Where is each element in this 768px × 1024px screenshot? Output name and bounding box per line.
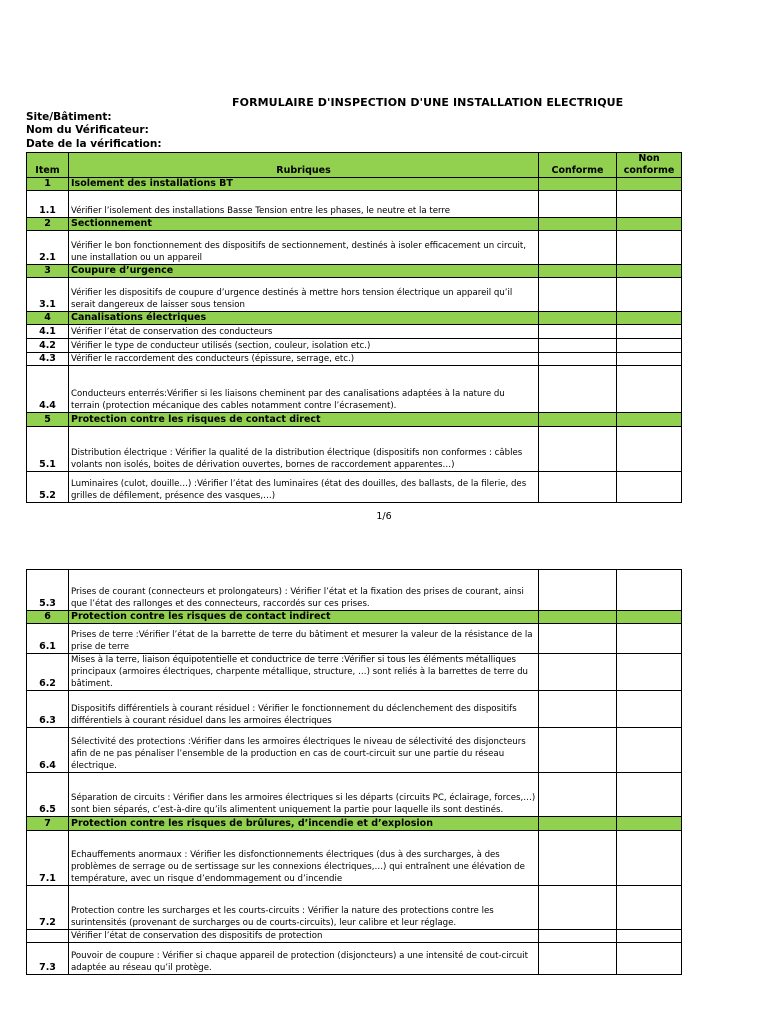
conforme-cell[interactable] — [539, 691, 617, 728]
rubrique-text: Vérifier le type de conducteur utilisés (section, couleur, isolation etc.) — [69, 339, 539, 353]
conforme-cell[interactable] — [539, 773, 617, 817]
conforme-cell[interactable] — [539, 943, 617, 975]
rubrique-text: Prises de terre :Vérifier l’état de la barrette de terre du bâtiment et mesurer la valeur de la résistance de la prise de terre — [69, 624, 539, 654]
rubrique-text: Vérifier l’isolement des installations Basse Tension entre les phases, le neutre et la terre — [69, 191, 539, 218]
conforme-cell[interactable] — [539, 427, 617, 472]
conforme-cell[interactable] — [539, 325, 617, 339]
item-number: 2.1 — [27, 231, 69, 265]
conforme-cell[interactable] — [539, 654, 617, 691]
section-row — [27, 218, 682, 231]
non-conforme-cell[interactable] — [617, 278, 682, 312]
section-title: Sectionnement — [69, 218, 539, 231]
conforme-cell — [539, 611, 617, 624]
column-header-non-conforme: Non conforme — [617, 153, 682, 178]
conforme-cell — [539, 178, 617, 191]
non-conforme-cell[interactable] — [617, 831, 682, 886]
non-conforme-cell[interactable] — [617, 624, 682, 654]
item-number: 6.2 — [27, 654, 69, 691]
verifier-label: Nom du Vérificateur: — [26, 124, 149, 136]
rubrique-text: Conducteurs enterrés:Vérifier si les liaisons cheminent par des canalisations adaptées à la nature du terrain (protection mécanique des cables notamment contre l’écrasement). — [69, 366, 539, 413]
conforme-cell — [539, 218, 617, 231]
table-row — [27, 427, 682, 472]
item-number: 4.3 — [27, 353, 69, 366]
non-conforme-cell[interactable] — [617, 339, 682, 353]
section-row — [27, 413, 682, 427]
conforme-cell[interactable] — [539, 886, 617, 930]
item-number: 3 — [27, 265, 69, 278]
non-conforme-cell[interactable] — [617, 472, 682, 503]
item-number: 4.1 — [27, 325, 69, 339]
table-row — [27, 339, 682, 353]
rubrique-text: Distribution électrique : Vérifier la qualité de la distribution électrique (dispositifs non conformes : câbles volants non isolés, boites de dérivation ouvertes, bornes de raccordement apparentes…) — [69, 427, 539, 472]
non-conforme-cell[interactable] — [617, 353, 682, 366]
non-conforme-cell — [617, 413, 682, 427]
conforme-cell[interactable] — [539, 339, 617, 353]
item-number: 4 — [27, 312, 69, 325]
section-row — [27, 312, 682, 325]
table-row — [27, 654, 682, 691]
non-conforme-cell[interactable] — [617, 728, 682, 773]
rubrique-text: Prises de courant (connecteurs et prolongateurs) : Vérifier l’état et la fixation des prises de courant, ainsi que l’état des rallonges et des connecteurs, raccordés sur ces prises. — [69, 570, 539, 611]
item-number: 7.1 — [27, 831, 69, 886]
rubrique-text: Dispositifs différentiels à courant résiduel : Vérifier le fonctionnement du déclenchement des dispositifs différentiels à courant résiduel dans les armoires électriques — [69, 691, 539, 728]
non-conforme-cell[interactable] — [617, 231, 682, 265]
table-header-row — [27, 153, 682, 178]
rubrique-text: Echauffements anormaux : Vérifier les disfonctionnements électriques (dus à des surcharges, à des problèmes de serrage ou de sertissage sur les connexions électriques,…) qui entraînent une élévation de température, avec un risque d’endommagement ou d’incendie — [69, 831, 539, 886]
item-number: 5.3 — [27, 570, 69, 611]
conforme-cell[interactable] — [539, 728, 617, 773]
conforme-cell — [539, 413, 617, 427]
item-number: 4.4 — [27, 366, 69, 413]
item-number: 7.3 — [27, 943, 69, 975]
table-row — [27, 366, 682, 413]
form-title: FORMULAIRE D'INSPECTION D'UNE INSTALLATION ELECTRIQUE — [232, 96, 624, 109]
non-conforme-cell[interactable] — [617, 773, 682, 817]
rubrique-text: Mises à la terre, liaison équipotentielle et conductrice de terre :Vérifier si tous les éléments métalliques principaux (armoires électriques, charpente métallique, structure, …) sont reliés à la barrettes de terre du bâtiment. — [69, 654, 539, 691]
table-row — [27, 930, 682, 943]
table-row — [27, 231, 682, 265]
item-number: 6.1 — [27, 624, 69, 654]
rubrique-text: Protection contre les surcharges et les courts-circuits : Vérifier la nature des protections contre les surintensités (provenant de surcharges ou de courts-circuits), leur calibre et leur réglage. — [69, 886, 539, 930]
non-conforme-cell — [617, 265, 682, 278]
conforme-cell[interactable] — [539, 353, 617, 366]
table-row — [27, 773, 682, 817]
item-number: 2 — [27, 218, 69, 231]
section-title: Canalisations électriques — [69, 312, 539, 325]
item-number — [27, 930, 69, 943]
conforme-cell — [539, 312, 617, 325]
page-number: 1/6 — [376, 511, 392, 522]
rubrique-text: Vérifier les dispositifs de coupure d’urgence destinés à mettre hors tension électrique un appareil qu’il serait dangereux de laisser sous tension — [69, 278, 539, 312]
conforme-cell[interactable] — [539, 278, 617, 312]
conforme-cell[interactable] — [539, 191, 617, 218]
non-conforme-cell — [617, 817, 682, 831]
item-number: 6.5 — [27, 773, 69, 817]
table-row — [27, 570, 682, 611]
item-number: 6 — [27, 611, 69, 624]
item-number: 1 — [27, 178, 69, 191]
non-conforme-cell[interactable] — [617, 943, 682, 975]
table-row — [27, 943, 682, 975]
item-number: 6.3 — [27, 691, 69, 728]
section-row — [27, 178, 682, 191]
table-row — [27, 831, 682, 886]
conforme-cell[interactable] — [539, 366, 617, 413]
item-number: 7 — [27, 817, 69, 831]
non-conforme-cell — [617, 218, 682, 231]
date-label: Date de la vérification: — [26, 138, 162, 150]
conforme-cell[interactable] — [539, 472, 617, 503]
item-number: 5.1 — [27, 427, 69, 472]
rubrique-text: Vérifier le raccordement des conducteurs (épissure, serrage, etc.) — [69, 353, 539, 366]
section-title: Protection contre les risques de brûlures, d’incendie et d’explosion — [69, 817, 539, 831]
non-conforme-cell — [617, 178, 682, 191]
non-conforme-cell — [617, 312, 682, 325]
non-conforme-cell[interactable] — [617, 191, 682, 218]
table-row — [27, 886, 682, 930]
conforme-cell[interactable] — [539, 930, 617, 943]
inspection-table-page-1 — [26, 152, 682, 503]
conforme-cell — [539, 817, 617, 831]
conforme-cell[interactable] — [539, 231, 617, 265]
section-row — [27, 611, 682, 624]
table-row — [27, 691, 682, 728]
section-title: Protection contre les risques de contact direct — [69, 413, 539, 427]
section-row — [27, 265, 682, 278]
section-title: Coupure d’urgence — [69, 265, 539, 278]
item-number: 3.1 — [27, 278, 69, 312]
rubrique-text: Pouvoir de coupure : Vérifier si chaque appareil de protection (disjoncteurs) a une intensité de cout-circuit adaptée au réseau qu’il protège. — [69, 943, 539, 975]
rubrique-text: Vérifier le bon fonctionnement des dispositifs de sectionnement, destinés à isoler efficacement un circuit, une installation ou un appareil — [69, 231, 539, 265]
non-conforme-cell[interactable] — [617, 570, 682, 611]
section-row — [27, 817, 682, 831]
table-row — [27, 353, 682, 366]
rubrique-text: Vérifier l’état de conservation des conducteurs — [69, 325, 539, 339]
conforme-cell[interactable] — [539, 624, 617, 654]
table-row — [27, 472, 682, 503]
item-number: 5.2 — [27, 472, 69, 503]
non-conforme-cell[interactable] — [617, 691, 682, 728]
inspection-table-page-2 — [26, 569, 682, 975]
conforme-cell — [539, 265, 617, 278]
table-row — [27, 278, 682, 312]
table-row — [27, 624, 682, 654]
non-conforme-cell[interactable] — [617, 427, 682, 472]
non-conforme-cell[interactable] — [617, 886, 682, 930]
section-title: Isolement des installations BT — [69, 178, 539, 191]
conforme-cell[interactable] — [539, 570, 617, 611]
item-number: 6.4 — [27, 728, 69, 773]
item-number: 4.2 — [27, 339, 69, 353]
rubrique-text: Luminaires (culot, douille…) :Vérifier l’état des luminaires (état des douilles, des ballasts, de la filerie, des grilles de défilement, présence des vasques,…) — [69, 472, 539, 503]
section-title: Protection contre les risques de contact indirect — [69, 611, 539, 624]
non-conforme-cell[interactable] — [617, 366, 682, 413]
item-number: 7.2 — [27, 886, 69, 930]
item-number: 5 — [27, 413, 69, 427]
non-conforme-cell[interactable] — [617, 654, 682, 691]
table-row — [27, 728, 682, 773]
conforme-cell[interactable] — [539, 831, 617, 886]
column-header-conforme: Conforme — [539, 153, 617, 178]
table-row — [27, 191, 682, 218]
non-conforme-cell[interactable] — [617, 325, 682, 339]
column-header-item: Item — [27, 153, 69, 178]
site-label: Site/Bâtiment: — [26, 111, 112, 123]
rubrique-text: Séparation de circuits : Vérifier dans les armoires électriques si les départs (circuits PC, éclairage, forces,…) sont bien séparés, c’est-à-dire qu’ils alimentent uniquement la partie pour laquelle ils sont destinés. — [69, 773, 539, 817]
non-conforme-cell[interactable] — [617, 930, 682, 943]
column-header-rubriques: Rubriques — [69, 153, 539, 178]
rubrique-text: Sélectivité des protections :Vérifier dans les armoires électriques le niveau de sélectivité des disjoncteurs afin de ne pas pénaliser l’ensemble de la production en cas de court-circuit sur une partie du réseau électrique. — [69, 728, 539, 773]
item-number: 1.1 — [27, 191, 69, 218]
table-row — [27, 325, 682, 339]
non-conforme-cell — [617, 611, 682, 624]
rubrique-text: Vérifier l’état de conservation des dispositifs de protection — [69, 930, 539, 943]
